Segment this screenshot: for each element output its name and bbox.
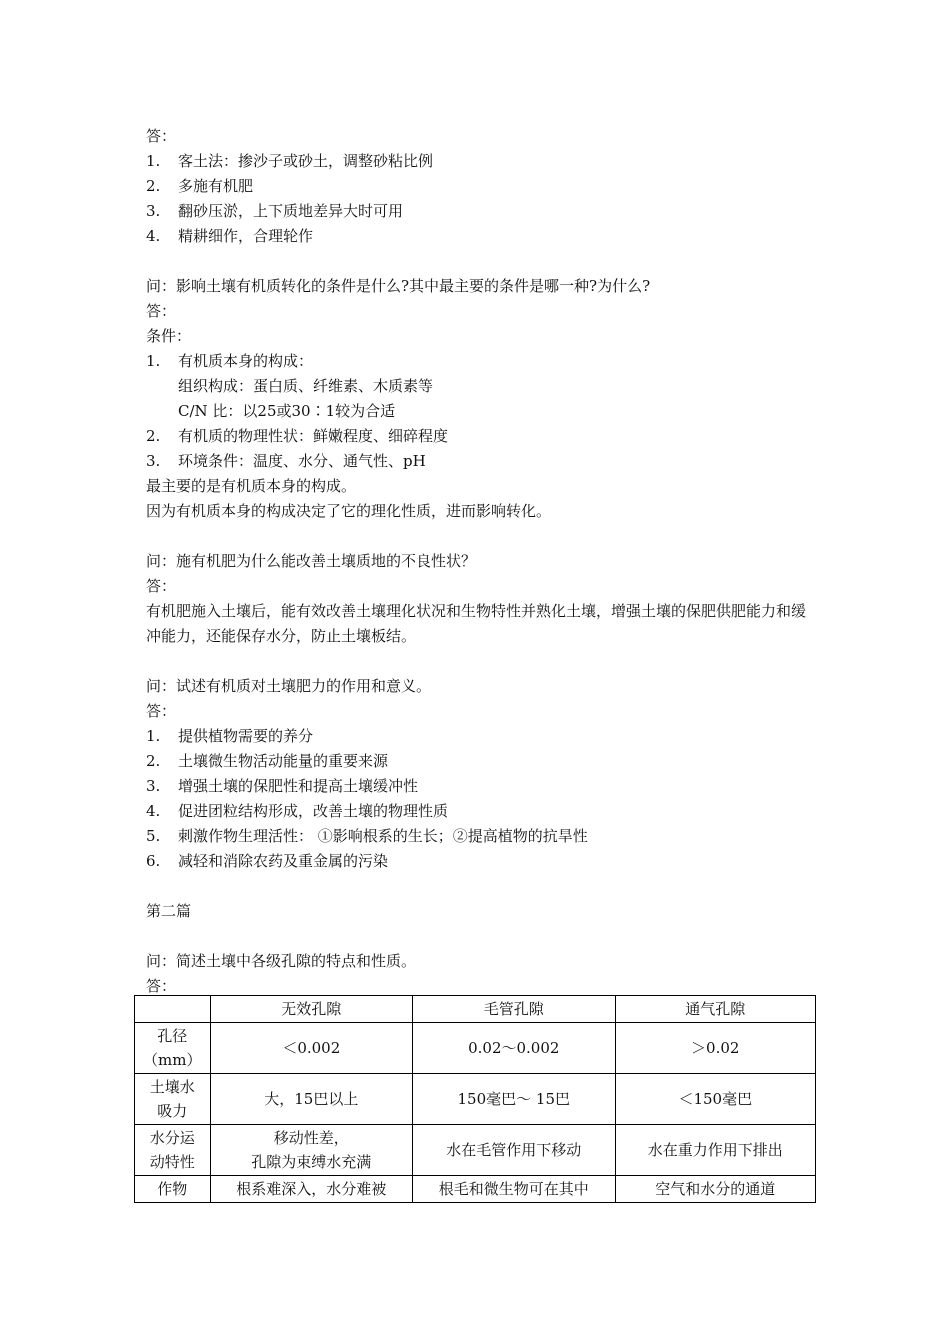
list-number: 2. xyxy=(146,177,161,195)
list-number: 2. xyxy=(146,752,161,770)
table-cell: ＞0.02 xyxy=(615,1023,815,1074)
table-row-label xyxy=(135,1074,211,1125)
list-number: 2. xyxy=(146,427,161,445)
pore-properties-table xyxy=(134,995,816,1203)
table-row xyxy=(135,1125,816,1176)
table-cell xyxy=(210,1125,412,1176)
table-cell: 0.02～0.002 xyxy=(413,1023,615,1074)
row-label-line: 孔径 xyxy=(157,1027,188,1045)
answer-label: 答： xyxy=(146,702,177,720)
table-header-cell: 通气孔隙 xyxy=(615,996,815,1023)
spacer xyxy=(146,924,816,949)
list-text: 刺激作物生理活性： ①影响根系的生长；②提高植物的抗旱性 xyxy=(178,827,588,845)
question-text: 问：施有机肥为什么能改善土壤质地的不良性状？ xyxy=(146,552,477,570)
table-header-cell: 无效孔隙 xyxy=(210,996,412,1023)
question-text: 问：简述土壤中各级孔隙的特点和性质。 xyxy=(146,952,417,970)
row-label-line: 土壤水 xyxy=(149,1078,195,1096)
list-item xyxy=(146,849,816,874)
row-label-line: （mm） xyxy=(143,1051,202,1069)
table-header-row xyxy=(135,996,816,1023)
list-number: 4. xyxy=(146,802,161,820)
list-number: 6. xyxy=(146,852,161,870)
table-cell: 150毫巴～ 15巴 xyxy=(413,1074,615,1125)
table-row xyxy=(135,1023,816,1074)
list-text: 土壤微生物活动能量的重要来源 xyxy=(178,752,389,770)
conclusion-text: 最主要的是有机质本身的构成。 xyxy=(146,477,357,495)
sub-item: 组织构成：蛋白质、纤维素、木质素等 xyxy=(178,377,434,395)
list-text: 有机质的物理性状：鲜嫩程度、细碎程度 xyxy=(178,427,449,445)
list-text: 减轻和消除农药及重金属的污染 xyxy=(178,852,389,870)
part-title: 第二篇 xyxy=(146,902,192,920)
list-number: 4. xyxy=(146,227,161,245)
row-label-line: 水分运 xyxy=(149,1129,195,1147)
list-text: 多施有机肥 xyxy=(178,177,254,195)
list-number: 3. xyxy=(146,452,161,470)
question-text: 问：影响土壤有机质转化的条件是什么?其中最主要的条件是哪一种?为什么? xyxy=(146,277,651,295)
list-item xyxy=(146,424,816,449)
question-text: 问：试述有机质对土壤肥力的作用和意义。 xyxy=(146,677,432,695)
table-cell: 空气和水分的通道 xyxy=(615,1176,815,1203)
conditions-label: 条件： xyxy=(146,327,192,345)
document-body xyxy=(146,124,816,999)
conclusion-text: 因为有机质本身的构成决定了它的理化性质，进而影响转化。 xyxy=(146,502,552,520)
cell-line: 移动性差， xyxy=(273,1129,349,1147)
table-cell: 根毛和微生物可在其中 xyxy=(413,1176,615,1203)
table-row-label xyxy=(135,1023,211,1074)
spacer xyxy=(146,249,816,274)
list-number: 1. xyxy=(146,727,161,745)
answer-label: 答： xyxy=(146,977,177,995)
spacer xyxy=(146,524,816,549)
table-row xyxy=(135,1176,816,1203)
list-number: 3. xyxy=(146,202,161,220)
table-cell: ＜150毫巴 xyxy=(615,1074,815,1125)
list-item xyxy=(146,774,816,799)
answer-label: 答： xyxy=(146,127,177,145)
table-cell: ＜0.002 xyxy=(210,1023,412,1074)
table-cell: 大，15巴以上 xyxy=(210,1074,412,1125)
table-cell: 水在重力作用下排出 xyxy=(615,1125,815,1176)
table-row-label: 作物 xyxy=(135,1176,211,1203)
table-header-cell xyxy=(135,996,211,1023)
list-text: 促进团粒结构形成，改善土壤的物理性质 xyxy=(178,802,449,820)
table-row-label xyxy=(135,1125,211,1176)
answer-label: 答： xyxy=(146,577,177,595)
list-item xyxy=(146,199,816,224)
list-item xyxy=(146,749,816,774)
list-number: 5. xyxy=(146,827,161,845)
table-row xyxy=(135,1074,816,1125)
list-item xyxy=(146,799,816,824)
cell-line: 孔隙为束缚水充满 xyxy=(251,1153,372,1171)
table-cell: 根系难深入，水分难被 xyxy=(210,1176,412,1203)
row-label-line: 动特性 xyxy=(149,1153,195,1171)
list-text: 提供植物需要的养分 xyxy=(178,727,314,745)
list-number: 3. xyxy=(146,777,161,795)
spacer xyxy=(146,649,816,674)
list-text: 环境条件：温度、水分、通气性、pH xyxy=(178,452,426,470)
list-text: 精耕细作，合理轮作 xyxy=(178,227,314,245)
row-label-line: 吸力 xyxy=(157,1102,188,1120)
list-text: 增强土壤的保肥性和提高土壤缓冲性 xyxy=(178,777,419,795)
answer-paragraph: 有机肥施入土壤后，能有效改善土壤理化状况和生物特性并熟化土壤，增强土壤的保肥供肥能力和缓冲能力，还能保存水分，防止土壤板结。 xyxy=(146,602,807,645)
list-item xyxy=(146,824,816,849)
list-text: 客土法：掺沙子或砂土，调整砂粘比例 xyxy=(178,152,434,170)
spacer xyxy=(146,874,816,899)
list-item xyxy=(146,724,816,749)
table-header-cell: 毛管孔隙 xyxy=(413,996,615,1023)
list-number: 1. xyxy=(146,152,161,170)
list-number: 1. xyxy=(146,352,161,370)
list-text: 翻砂压淤，上下质地差异大时可用 xyxy=(178,202,404,220)
answer-label: 答： xyxy=(146,302,177,320)
list-item xyxy=(146,224,816,249)
table-cell: 水在毛管作用下移动 xyxy=(413,1125,615,1176)
list-text: 有机质本身的构成： xyxy=(178,352,314,370)
sub-item: C/N 比：以25或30∶1较为合适 xyxy=(178,402,396,420)
list-item xyxy=(146,349,816,374)
list-item xyxy=(146,149,816,174)
list-item xyxy=(146,174,816,199)
list-item xyxy=(146,449,816,474)
